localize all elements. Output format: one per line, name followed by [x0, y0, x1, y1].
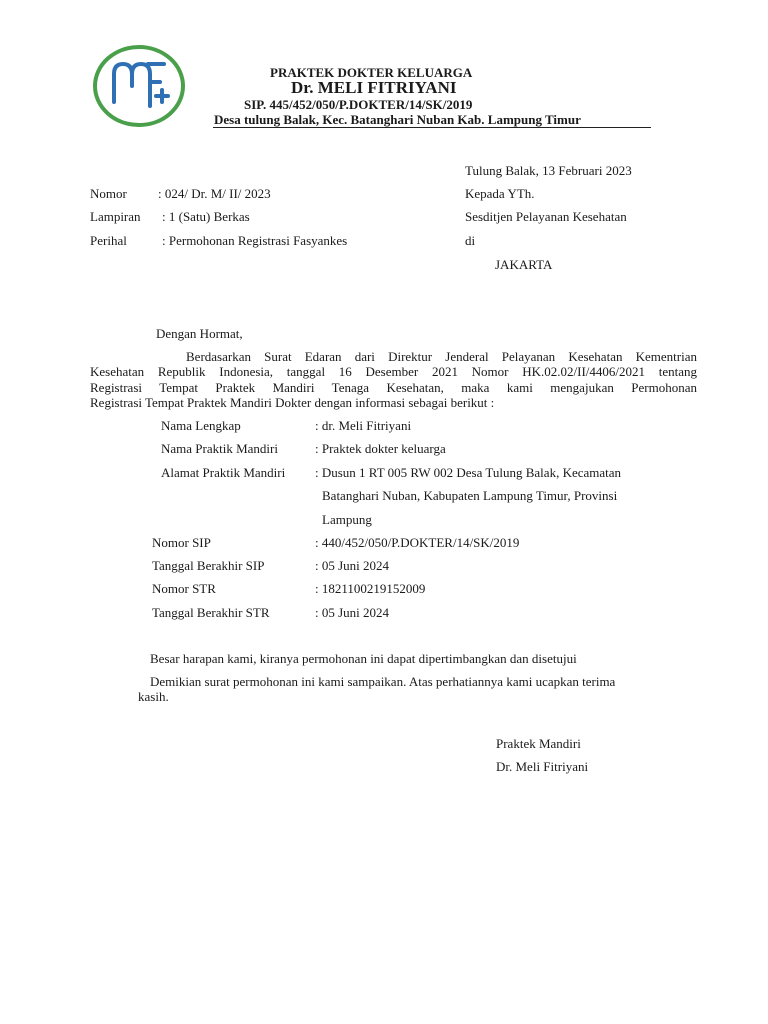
- sip-expiry-label: Tanggal Berakhir SIP: [152, 558, 265, 573]
- sip-value: : 440/452/050/P.DOKTER/14/SK/2019: [315, 535, 520, 550]
- recipient-line-1: Kepada YTh.: [465, 186, 535, 201]
- perihal-label: Perihal: [90, 233, 127, 248]
- sip-number: SIP. 445/452/050/P.DOKTER/14/SK/2019: [244, 97, 473, 112]
- recipient-line-3: di: [465, 233, 476, 248]
- recipient-city: JAKARTA: [495, 257, 553, 272]
- nomor-value: : 024/ Dr. M/ II/ 2023: [158, 186, 271, 201]
- closing-thanks-line-2: kasih.: [138, 689, 169, 704]
- paragraph-line-3: Registrasi Tempat Praktek Mandiri Tenaga Kesehatan, maka kami mengajukan Permohonan: [90, 380, 697, 395]
- str-expiry-value: : 05 Juni 2024: [315, 605, 390, 620]
- nama-label: Nama Lengkap: [161, 418, 241, 433]
- perihal-value: : Permohonan Registrasi Fasyankes: [162, 233, 348, 248]
- clinic-address: Desa tulung Balak, Kec. Batanghari Nuban Kab. Lampung Timur: [214, 112, 581, 127]
- place-date: Tulung Balak, 13 Februari 2023: [465, 163, 632, 178]
- recipient-line-2: Sesditjen Pelayanan Kesehatan: [465, 209, 627, 224]
- alamat-value-line-1: : Dusun 1 RT 005 RW 002 Desa Tulung Balak, Kecamatan: [315, 465, 622, 480]
- str-expiry-label: Tanggal Berakhir STR: [152, 605, 270, 620]
- alamat-value-line-3: Lampung: [322, 512, 372, 527]
- praktik-value: : Praktek dokter keluarga: [315, 441, 446, 456]
- clinic-name: PRAKTEK DOKTER KELUARGA: [270, 65, 473, 80]
- header-divider: [213, 127, 651, 128]
- sip-label: Nomor SIP: [152, 535, 211, 550]
- alamat-value-line-2: Batanghari Nuban, Kabupaten Lampung Timur, Provinsi: [322, 488, 618, 503]
- closing-hope: Besar harapan kami, kiranya permohonan ini dapat dipertimbangkan dan disetujui: [150, 651, 577, 666]
- paragraph-line-1: Berdasarkan Surat Edaran dari Direktur Jenderal Pelayanan Kesehatan Kementrian: [186, 349, 697, 364]
- lampiran-value: : 1 (Satu) Berkas: [162, 209, 250, 224]
- str-label: Nomor STR: [152, 581, 216, 596]
- signature-name: Dr. Meli Fitriyani: [496, 759, 589, 774]
- str-value: : 1821100219152009: [315, 581, 426, 596]
- paragraph-line-2: Kesehatan Republik Indonesia, tanggal 16 Desember 2021 Nomor HK.02.02/II/4406/2021 tentang: [90, 364, 697, 379]
- signature-title: Praktek Mandiri: [496, 736, 581, 751]
- lampiran-label: Lampiran: [90, 209, 141, 224]
- clinic-logo: [92, 44, 186, 128]
- doctor-name: Dr. MELI FITRIYANI: [291, 78, 457, 97]
- alamat-label: Alamat Praktik Mandiri: [161, 465, 286, 480]
- nama-value: : dr. Meli Fitriyani: [315, 418, 412, 433]
- praktik-label: Nama Praktik Mandiri: [161, 441, 278, 456]
- paragraph-line-4: Registrasi Tempat Praktek Mandiri Dokter dengan informasi sebagai berikut :: [90, 395, 495, 410]
- closing-thanks-line-1: Demikian surat permohonan ini kami sampaikan. Atas perhatiannya kami ucapkan terima: [150, 674, 616, 689]
- greeting: Dengan Hormat,: [156, 326, 243, 341]
- nomor-label: Nomor: [90, 186, 127, 201]
- sip-expiry-value: : 05 Juni 2024: [315, 558, 390, 573]
